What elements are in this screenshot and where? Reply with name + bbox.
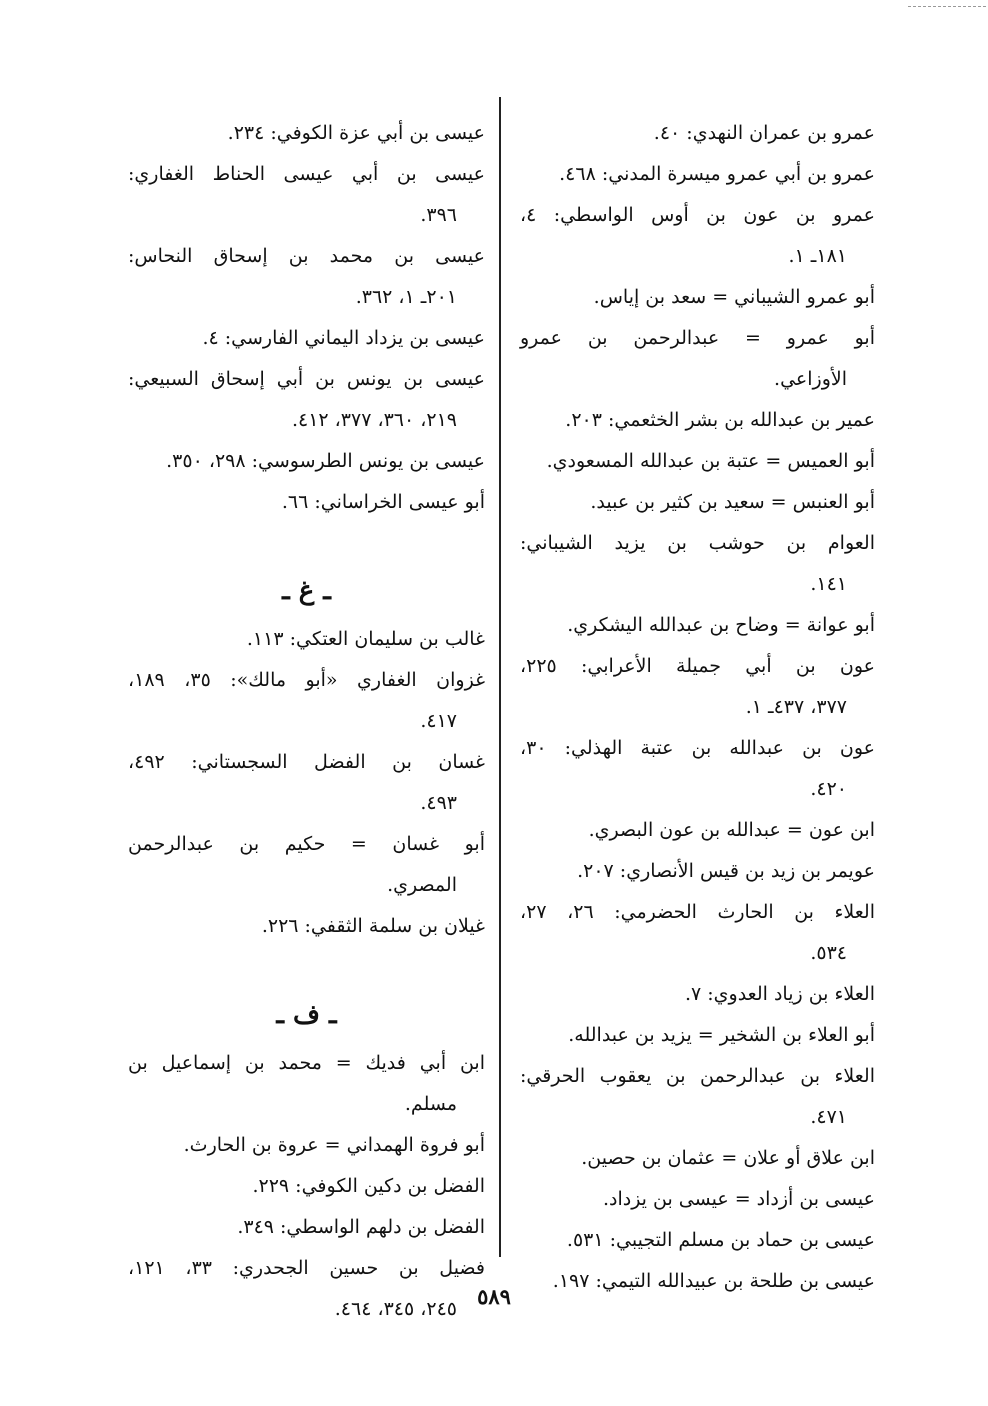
- index-entry-continuation: ٤٧١.: [810, 1106, 847, 1128]
- index-entry: العلاء بن عبدالرحمن بن يعقوب الحرقي:: [520, 1065, 875, 1087]
- page-number: ٥٨٩: [477, 1284, 511, 1309]
- column-divider: [499, 97, 501, 1257]
- index-entry-continuation: ٥٣٤.: [810, 942, 847, 964]
- index-entry-continuation: ٢١٩، ٣٦٠، ٣٧٧، ٤١٢.: [291, 409, 457, 431]
- index-entry: عمرو بن أبي عمرو ميسرة المدني: ٤٦٨.: [559, 163, 875, 185]
- section-letter-heading: ـ غ ـ: [282, 576, 331, 606]
- index-entry: غالب بن سليمان العتكي: ١١٣.: [246, 628, 485, 650]
- index-entry: أبو عمرو الشيباني = سعد بن إياس.: [593, 286, 875, 308]
- index-entry: عيسى بن طلحة بن عبيدالله التيمي: ١٩٧.: [552, 1270, 875, 1292]
- index-entry: عيسى بن أزداد = عيسى بن يزداد.: [602, 1188, 875, 1210]
- section-letter-heading: ـ ف ـ: [276, 1000, 337, 1030]
- index-entry: أبو العميس = عتبة بن عبدالله المسعودي.: [546, 450, 875, 472]
- index-entry: فضيل بن حسين الجحدري: ٣٣، ١٢١،: [128, 1257, 485, 1279]
- spacer: [128, 947, 485, 988]
- index-entry-continuation: ٤١٧.: [420, 710, 457, 732]
- index-entry: أبو العنبس = سعيد بن كثير بن عبيد.: [590, 491, 875, 513]
- index-entry: عيسى بن يونس بن أبي إسحاق السبيعي:: [128, 368, 485, 390]
- index-entry: عويمر بن زيد بن قيس الأنصاري: ٢٠٧.: [577, 860, 875, 882]
- index-entry: الفضل بن دكين الكوفي: ٢٢٩.: [252, 1175, 485, 1197]
- index-entry: عيسى بن أبي عيسى الحناط الغفاري:: [128, 163, 485, 185]
- index-entry: العلاء بن الحارث الحضرمي: ٢٦، ٢٧،: [520, 901, 876, 923]
- spacer: [128, 523, 485, 564]
- index-entry: ابن أبي فديك = محمد بن إسماعيل بن: [128, 1052, 485, 1074]
- index-entry-continuation: ٣٩٦.: [420, 204, 457, 226]
- index-entry: غسان بن الفضل السجستاني: ٤٩٢،: [128, 751, 485, 773]
- index-entry: عون بن عبدالله بن عتبة الهذلي: ٣٠،: [520, 737, 875, 759]
- index-entry-continuation: ١٤١.: [810, 573, 847, 595]
- index-column-right: [520, 113, 875, 1302]
- index-entry-continuation: ٢٠١ـ ١، ٣٦٢.: [355, 286, 457, 308]
- index-entry-continuation: المصري.: [387, 874, 457, 896]
- index-entry: الفضل بن دلهم الواسطي: ٣٤٩.: [237, 1216, 485, 1238]
- index-entry-continuation: الأوزاعي.: [774, 368, 847, 390]
- scan-mark: [908, 6, 986, 8]
- index-entry: العلاء بن زياد العدوي: ٧.: [684, 983, 875, 1005]
- index-entry: غزوان الغفاري «أبو مالك»: ٣٥، ١٨٩،: [128, 669, 486, 691]
- index-entry: عيسى بن أبي عزة الكوفي: ٢٣٤.: [227, 122, 485, 144]
- index-entry: العوام بن حوشب بن يزيد الشيباني:: [520, 532, 875, 554]
- index-entry: عيسى بن حماد بن مسلم التجيبي: ٥٣١.: [566, 1229, 875, 1251]
- index-entry-continuation: ٤٢٠.: [810, 778, 847, 800]
- index-entry: عمرو بن عون بن أوس الواسطي: ٤،: [520, 204, 875, 226]
- index-entry: أبو فروة الهمداني = عروة بن الحارث.: [183, 1134, 485, 1156]
- index-entry: أبو عيسى الخراساني: ٦٦.: [281, 491, 485, 513]
- index-entry-continuation: ٢٤٥، ٣٤٥، ٤٦٤.: [334, 1298, 457, 1320]
- index-entry: أبو غسان = حكيم بن عبدالرحمن: [128, 833, 485, 855]
- index-entry-continuation: مسلم.: [404, 1093, 457, 1115]
- index-entry: ابن عون = عبدالله بن عون البصري.: [588, 819, 875, 841]
- index-entry: ابن علاق أو علان = عثمان بن حصين.: [581, 1147, 875, 1169]
- index-entry: عيسى بن محمد بن إسحاق النحاس:: [128, 245, 485, 267]
- index-column-left: [128, 113, 485, 1330]
- index-entry: عيسى بن يزداد اليماني الفارسي: ٤.: [202, 327, 485, 349]
- index-entry-continuation: ١٨١ـ ١.: [788, 245, 847, 267]
- index-entry: عمرو بن عمران النهدي: ٤٠.: [653, 122, 875, 144]
- index-entry: غيلان بن سلمة الثقفي: ٢٢٦.: [261, 915, 485, 937]
- index-entry: أبو عمرو = عبدالرحمن بن عمرو: [520, 327, 875, 349]
- index-entry-continuation: ٤٩٣.: [420, 792, 457, 814]
- index-entry: أبو العلاء بن الشخير = يزيد بن عبدالله.: [568, 1024, 875, 1046]
- index-entry: عون بن أبي جميلة الأعرابي: ٢٢٥،: [520, 655, 875, 677]
- index-entry: أبو عوانة = وضاح بن عبدالله اليشكري.: [567, 614, 875, 636]
- index-entry: عمير بن عبدالله بن بشر الخثعمي: ٢٠٣.: [565, 409, 875, 431]
- index-entry-continuation: ٣٧٧، ٤٣٧ـ ١.: [745, 696, 847, 718]
- index-entry: عيسى بن يونس الطرسوسي: ٢٩٨، ٣٥٠.: [166, 450, 485, 472]
